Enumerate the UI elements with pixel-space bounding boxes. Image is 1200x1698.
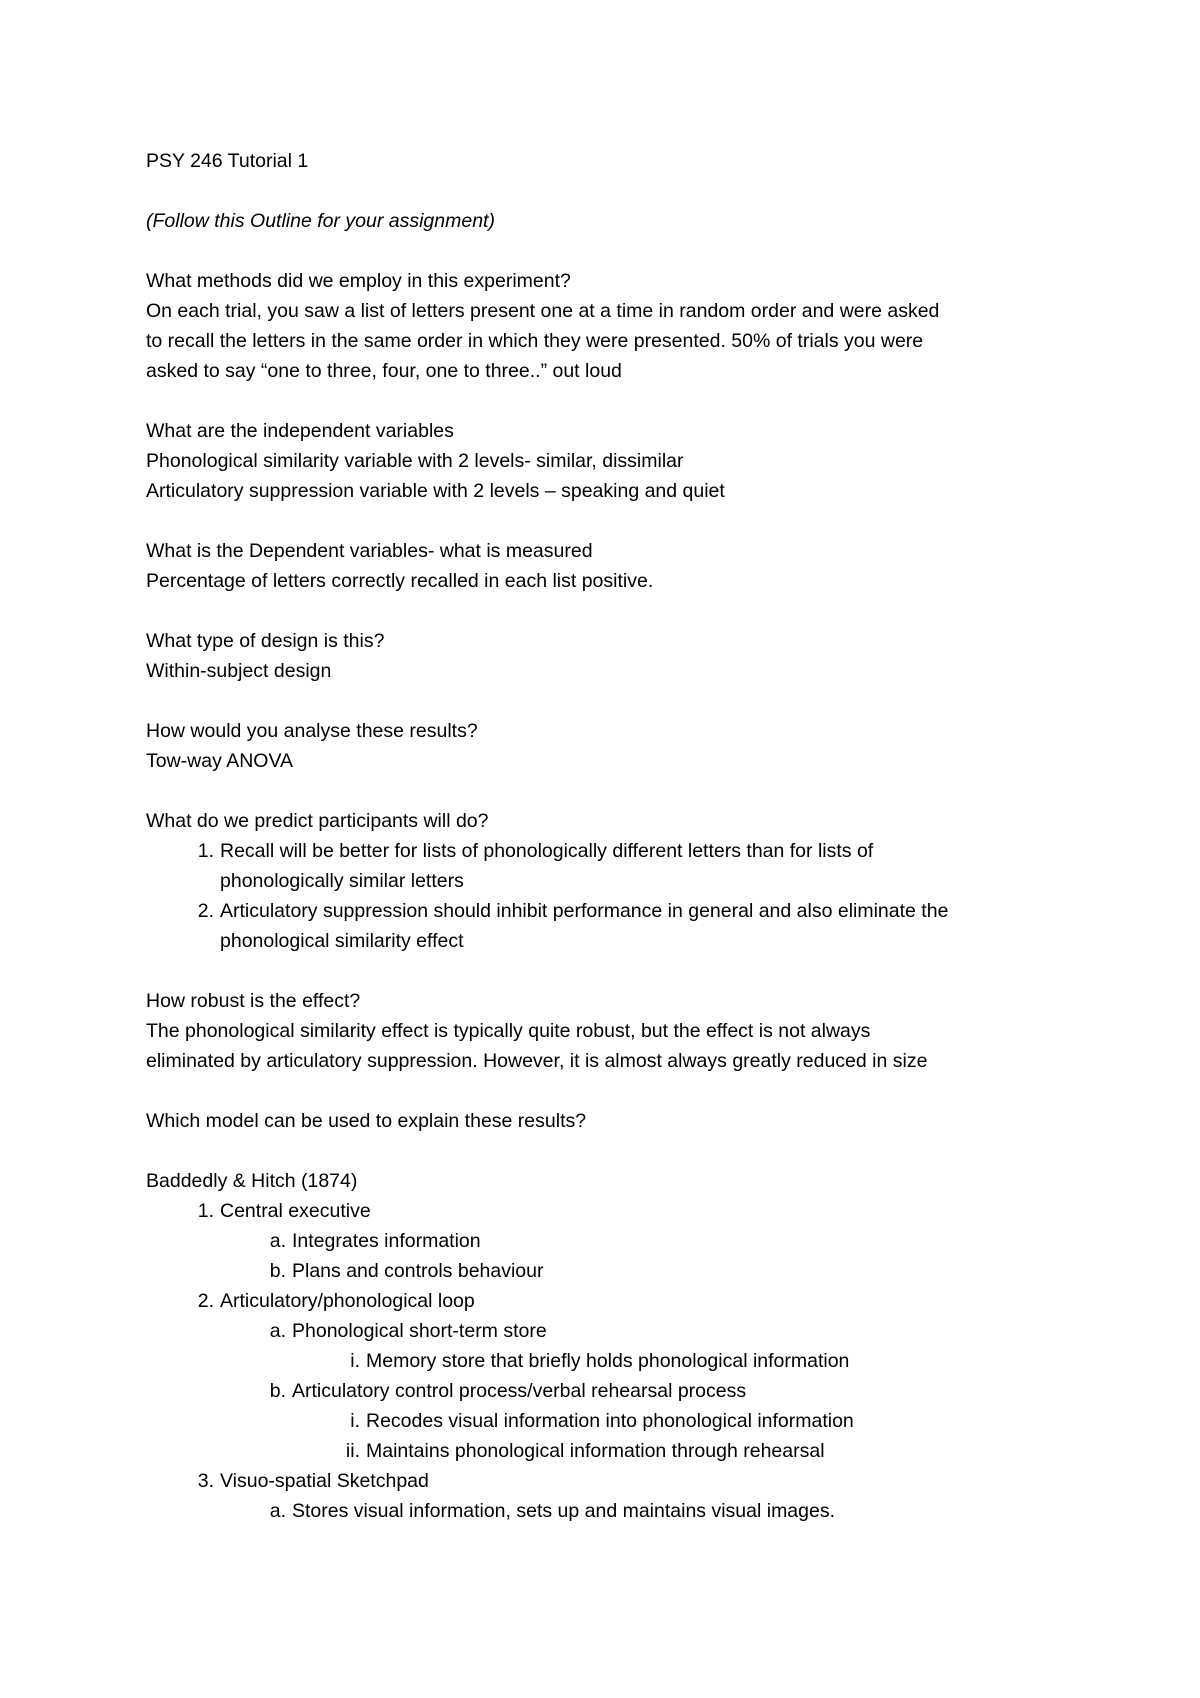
- section-design: [146, 626, 1086, 686]
- list-marker: 1.: [197, 840, 214, 862]
- list-item-text: Recodes visual information into phonological information: [366, 1410, 854, 1432]
- answer-line: Phonological similarity variable with 2 levels- similar, dissimilar: [146, 450, 684, 472]
- answer-line: Percentage of letters correctly recalled in each list positive.: [146, 570, 654, 592]
- answer-line: The phonological similarity effect is typically quite robust, but the effect is not always: [146, 1020, 871, 1042]
- list-marker: i.: [350, 1410, 360, 1432]
- list-marker: a.: [269, 1320, 286, 1342]
- list-marker: 3.: [197, 1470, 214, 1492]
- list-item-text: Maintains phonological information through rehearsal: [366, 1440, 825, 1462]
- list-item-text: Central executive: [220, 1200, 371, 1222]
- section-dependent-variable: [146, 536, 1086, 596]
- spacer: [146, 176, 1086, 206]
- list-item-text: Recall will be better for lists of phonologically different letters than for lists of: [220, 840, 874, 862]
- section-baddeley-hitch: [146, 1166, 1086, 1526]
- list-item: [146, 1436, 1086, 1466]
- question-predict: What do we predict participants will do?: [146, 810, 489, 832]
- document-subtitle: (Follow this Outline for your assignment): [146, 210, 495, 232]
- answer-line: Within-subject design: [146, 660, 332, 682]
- list-item: [146, 1286, 1086, 1316]
- answer-line: Articulatory suppression variable with 2 levels – speaking and quiet: [146, 480, 725, 502]
- question-model: Which model can be used to explain these results?: [146, 1110, 587, 1132]
- spacer: [146, 1136, 1086, 1166]
- list-item: [146, 896, 1086, 956]
- spacer: [146, 236, 1086, 266]
- list-item-text: Phonological short-term store: [292, 1320, 547, 1342]
- question-methods: What methods did we employ in this experiment?: [146, 270, 571, 292]
- list-item-text: Memory store that briefly holds phonological information: [366, 1350, 850, 1372]
- answer-line: asked to say “one to three, four, one to three..” out loud: [146, 360, 622, 382]
- spacer: [146, 596, 1086, 626]
- document-page: [146, 146, 1086, 1526]
- list-item-text: phonological similarity effect: [220, 930, 464, 952]
- list-marker: a.: [269, 1500, 286, 1522]
- list-item-text: Articulatory suppression should inhibit performance in general and also eliminate the: [220, 900, 949, 922]
- spacer: [146, 686, 1086, 716]
- section-analysis: [146, 716, 1086, 776]
- spacer: [146, 506, 1086, 536]
- section-robustness: [146, 986, 1086, 1076]
- list-item: [146, 836, 1086, 896]
- spacer: [146, 1076, 1086, 1106]
- list-marker: b.: [269, 1260, 286, 1282]
- section-methods: [146, 266, 1086, 386]
- list-item-text: Visuo-spatial Sketchpad: [220, 1470, 429, 1492]
- list-item: [146, 1466, 1086, 1496]
- list-item-text: phonologically similar letters: [220, 870, 464, 892]
- question-dv: What is the Dependent variables- what is measured: [146, 540, 593, 562]
- list-item: [146, 1316, 1086, 1346]
- list-item: [146, 1226, 1086, 1256]
- question-design: What type of design is this?: [146, 630, 385, 652]
- list-marker: 2.: [197, 1290, 214, 1312]
- list-marker: 1.: [197, 1200, 214, 1222]
- question-analysis: How would you analyse these results?: [146, 720, 478, 742]
- answer-line: Tow-way ANOVA: [146, 750, 294, 772]
- list-marker: i.: [350, 1350, 360, 1372]
- list-item: [146, 1346, 1086, 1376]
- spacer: [146, 386, 1086, 416]
- list-marker: ii.: [345, 1440, 360, 1462]
- list-item-text: Stores visual information, sets up and maintains visual images.: [292, 1500, 836, 1522]
- list-marker: b.: [269, 1380, 286, 1402]
- section-independent-variables: [146, 416, 1086, 506]
- list-item: [146, 1256, 1086, 1286]
- answer-line: to recall the letters in the same order in which they were presented. 50% of trials you were: [146, 330, 924, 352]
- question-iv: What are the independent variables: [146, 420, 454, 442]
- spacer: [146, 956, 1086, 986]
- list-item-text: Integrates information: [292, 1230, 481, 1252]
- list-item: [146, 1496, 1086, 1526]
- list-item: [146, 1376, 1086, 1406]
- question-robust: How robust is the effect?: [146, 990, 361, 1012]
- document-title: PSY 246 Tutorial 1: [146, 150, 309, 172]
- list-item-text: Plans and controls behaviour: [292, 1260, 544, 1282]
- section-model: [146, 1106, 1086, 1136]
- list-marker: 2.: [197, 900, 214, 922]
- list-item: [146, 1196, 1086, 1226]
- answer-line: eliminated by articulatory suppression. However, it is almost always greatly reduced in size: [146, 1050, 928, 1072]
- section-predictions: [146, 806, 1086, 956]
- list-item: [146, 1406, 1086, 1436]
- list-item-text: Articulatory/phonological loop: [220, 1290, 475, 1312]
- list-item-text: Articulatory control process/verbal rehearsal process: [292, 1380, 747, 1402]
- answer-line: On each trial, you saw a list of letters present one at a time in random order and were asked: [146, 300, 940, 322]
- model-heading: Baddedly & Hitch (1874): [146, 1170, 358, 1192]
- list-marker: a.: [269, 1230, 286, 1252]
- spacer: [146, 776, 1086, 806]
